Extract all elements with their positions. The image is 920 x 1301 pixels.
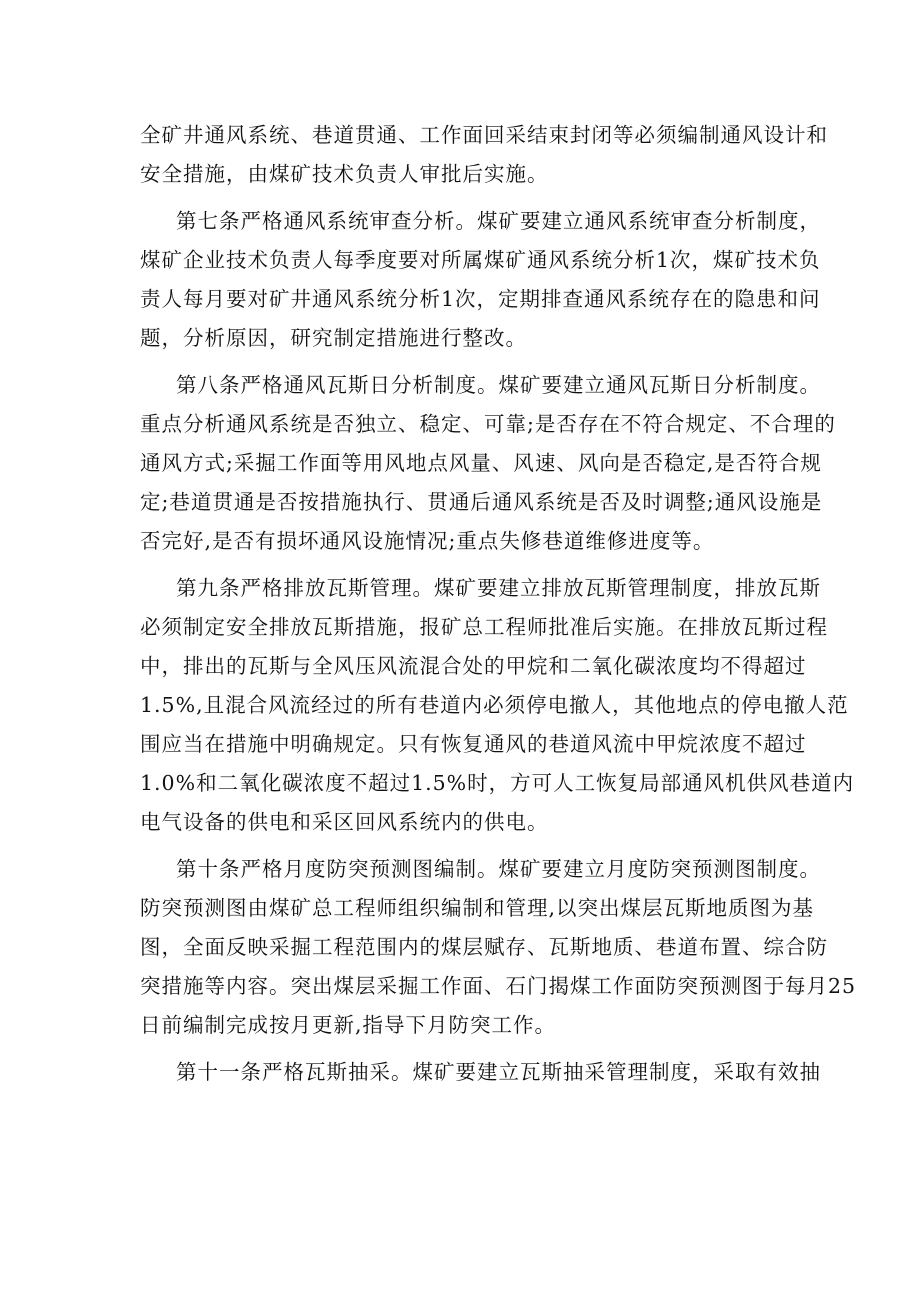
text-line: 安全措施，由煤矿技术负责人审批后实施。: [140, 162, 549, 186]
text-line: 1.5%,且混合风流经过的所有巷道内必须停电撤人，其他地点的停电撤人范: [140, 693, 849, 717]
text-line: 第十条严格月度防突预测图编制。煤矿要建立月度防突预测图制度。: [176, 857, 821, 881]
text-line: 定;巷道贯通是否按措施执行、贯通后通风系统是否及时调整;通风设施是: [140, 490, 823, 514]
text-line: 题，分析原因，研究制定措施进行整改。: [140, 326, 527, 350]
paragraph-article-8: [140, 366, 836, 561]
paragraph-article-9: [140, 569, 855, 842]
document-body: [140, 116, 857, 1092]
text-line: 第九条严格排放瓦斯管理。煤矿要建立排放瓦斯管理制度，排放瓦斯: [176, 576, 821, 600]
text-line: 全矿井通风系统、巷道贯通、工作面回采结束封闭等必须编制通风设计和: [140, 123, 828, 147]
text-line: 第八条严格通风瓦斯日分析制度。煤矿要建立通风瓦斯日分析制度。: [176, 373, 821, 397]
text-line: 否完好,是否有损坏通风设施情况;重点失修巷道维修进度等。: [140, 529, 715, 553]
text-line: 围应当在措施中明确规定。只有恢复通风的巷道风流中甲烷浓度不超过: [140, 732, 807, 756]
paragraph-ventilation-design-continued: [140, 116, 828, 194]
text-line: 通风方式;采掘工作面等用风地点风量、风速、风向是否稳定,是否符合规: [140, 451, 822, 475]
text-line: 日前编制完成按月更新,指导下月防突工作。: [140, 1013, 557, 1037]
text-line: 防突预测图由煤矿总工程师组织编制和管理,以突出煤层瓦斯地质图为基: [140, 896, 815, 920]
text-line: 重点分析通风系统是否独立、稳定、可靠;是否存在不符合规定、不合理的: [140, 412, 836, 436]
text-line: 第七条严格通风系统审查分析。煤矿要建立通风系统审查分析制度，: [176, 209, 821, 233]
paragraph-article-11: [140, 1053, 821, 1092]
text-line: 电气设备的供电和采区回风系统内的供电。: [140, 810, 549, 834]
text-line: 必须制定安全排放瓦斯措施，报矿总工程师批准后实施。在排放瓦斯过程: [140, 615, 828, 639]
text-line: 突措施等内容。突出煤层采掘工作面、石门揭煤工作面防突预测图于每月25: [140, 974, 857, 998]
paragraph-article-10: [140, 850, 857, 1045]
paragraph-article-7: [140, 202, 821, 358]
text-line: 1.0%和二氧化碳浓度不超过1.5%时，方可人工恢复局部通风机供风巷道内: [140, 771, 855, 795]
text-line: 中，排出的瓦斯与全风压风流混合处的甲烷和二氧化碳浓度均不得超过: [140, 654, 807, 678]
text-line: 第十一条严格瓦斯抽采。煤矿要建立瓦斯抽采管理制度，采取有效抽: [176, 1060, 821, 1084]
text-line: 煤矿企业技术负责人每季度要对所属煤矿通风系统分析1次，煤矿技术负: [140, 248, 821, 272]
text-line: 图，全面反映采掘工程范围内的煤层赋存、瓦斯地质、巷道布置、综合防: [140, 935, 828, 959]
text-line: 责人每月要对矿井通风系统分析1次，定期排查通风系统存在的隐患和问: [140, 287, 821, 311]
